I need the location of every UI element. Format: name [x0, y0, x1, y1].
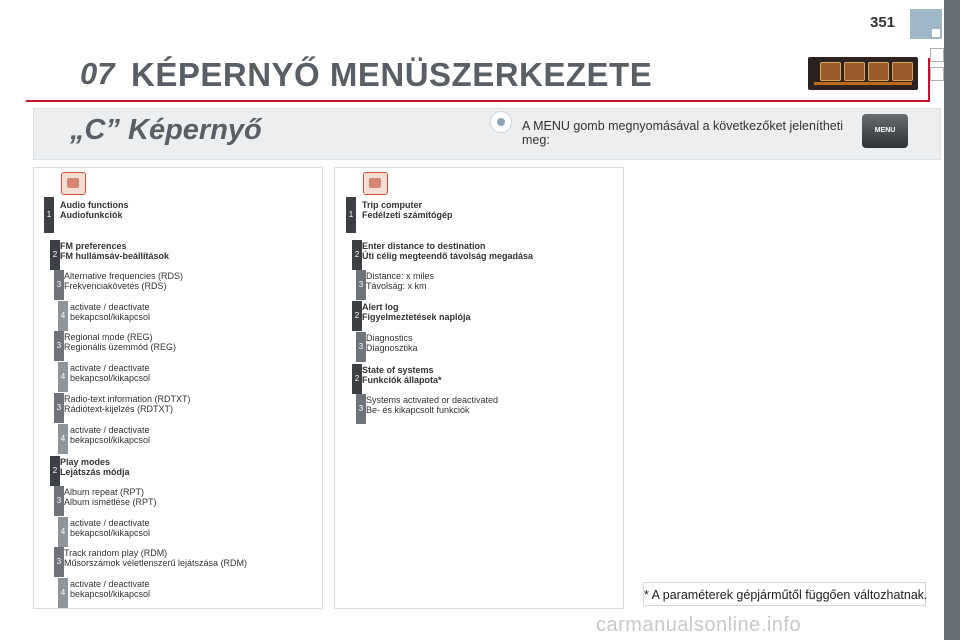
menu-entry-hu: bekapcsol/kikapcsol — [70, 435, 151, 445]
menu-entry — [70, 518, 150, 538]
level-badge: 3 — [356, 332, 366, 362]
menu-entry-hu: bekapcsol/kikapcsol — [70, 373, 151, 383]
menu-entry — [60, 200, 129, 220]
menu-entry — [64, 332, 176, 352]
level-badge: 3 — [356, 270, 366, 300]
menu-entry-hu: Figyelmeztetések naplója — [362, 312, 471, 322]
menu-entry-en: Track random play (RDM) — [64, 548, 168, 558]
level-badge: 4 — [58, 362, 68, 392]
menu-entry — [362, 200, 453, 220]
menu-entry-hu: Rádiótext-kijelzés (RDTXT) — [64, 404, 174, 414]
menu-entry-hu: Be- és kikapcsolt funkciók — [366, 405, 470, 415]
page-tab — [910, 9, 942, 39]
level-badge: 4 — [58, 517, 68, 547]
menu-entry-hu: Regionális üzemmód (REG) — [64, 342, 177, 352]
menu-entry — [70, 363, 150, 383]
header-rule — [26, 100, 930, 102]
level-badge: 1 — [346, 197, 356, 233]
level-badge: 4 — [58, 301, 68, 331]
section-title: „C” Képernyő — [70, 114, 262, 146]
level-badge: 4 — [58, 424, 68, 454]
level-badge: 1 — [44, 197, 54, 233]
menu-entry — [70, 302, 150, 322]
menu-entry — [366, 271, 434, 291]
menu-entry-hu: Lejátszás módja — [60, 467, 130, 477]
menu-entry — [366, 395, 498, 415]
audio-icon — [820, 62, 841, 81]
menu-entry-en: Diagnostics — [366, 333, 413, 343]
page-marker-box — [930, 48, 944, 62]
menu-entry-hu: bekapcsol/kikapcsol — [70, 528, 151, 538]
menu-entry — [64, 394, 191, 414]
level-badge: 3 — [54, 547, 64, 577]
document-icon — [844, 62, 865, 81]
level-badge: 2 — [352, 240, 362, 270]
menu-entry-hu: Diagnosztika — [366, 343, 418, 353]
menu-entry-hu: FM hullámsáv-beállítások — [60, 251, 170, 261]
menu-entry-en: Alternative frequencies (RDS) — [64, 271, 184, 281]
level-badge: 3 — [54, 331, 64, 361]
menu-entry-en: Systems activated or deactivated — [366, 395, 499, 405]
menu-entry-en: Regional mode (REG) — [64, 332, 153, 342]
menu-entry-hu: Audiofunkciók — [60, 210, 123, 220]
menu-entry — [64, 487, 157, 507]
left-menu-panel — [33, 167, 323, 609]
fuel-computer-icon — [363, 172, 388, 195]
intro-text: A MENU gomb megnyomásával a következőket jelenítheti meg: — [522, 119, 843, 147]
menu-entry — [362, 241, 533, 261]
menu-entry-en: Trip computer — [362, 200, 423, 210]
menu-entry — [362, 365, 442, 385]
menu-entry — [60, 241, 169, 261]
menu-entry-en: Play modes — [60, 457, 111, 467]
menu-entry — [70, 425, 150, 445]
menu-button-icon: MENU — [862, 114, 908, 148]
menu-entry — [366, 333, 418, 353]
menu-entry-en: Radio-text information (RDTXT) — [64, 394, 191, 404]
menu-entry — [60, 457, 130, 477]
footnote: * A paraméterek gépjárműtől függően változhatnak. — [643, 582, 926, 606]
fuel-computer-icon — [868, 62, 889, 81]
menu-entry-hu: bekapcsol/kikapcsol — [70, 589, 151, 599]
menu-entry-hu: Távolság: x km — [366, 281, 427, 291]
watermark: carmanualsonline.info — [596, 614, 802, 636]
menu-entry — [362, 302, 471, 322]
menu-entry-en: State of systems — [362, 365, 434, 375]
chapter-title: KÉPERNYŐ MENÜSZERKEZETE — [131, 56, 653, 93]
menu-entry-en: activate / deactivate — [70, 425, 150, 435]
menu-entry-en: Album repeat (RPT) — [64, 487, 145, 497]
menu-entry-en: activate / deactivate — [70, 518, 150, 528]
menu-entry — [64, 548, 247, 568]
audio-icon — [61, 172, 86, 195]
level-badge: 4 — [58, 578, 68, 608]
menu-entry-en: Alert log — [362, 302, 399, 312]
menu-entry-en: activate / deactivate — [70, 579, 150, 589]
menu-entry-en: activate / deactivate — [70, 363, 150, 373]
menu-entry — [70, 579, 150, 599]
info-icon — [490, 111, 512, 133]
menu-entry-hu: bekapcsol/kikapcsol — [70, 312, 151, 322]
level-badge: 3 — [54, 486, 64, 516]
level-badge: 2 — [50, 456, 60, 486]
menu-entry-hu: Frekvenciakövetés (RDS) — [64, 281, 167, 291]
page-marker-box — [930, 67, 944, 81]
menu-entry-hu: Funkciók állapota* — [362, 375, 442, 385]
chapter-number: 07 — [80, 56, 115, 91]
level-badge: 3 — [356, 394, 366, 424]
level-badge: 2 — [352, 301, 362, 331]
header-rule-hook — [928, 58, 930, 102]
menu-entry-en: Distance: x miles — [366, 271, 435, 281]
chapter-icons — [808, 57, 918, 90]
chapter-icons-strip — [814, 82, 912, 85]
menu-entry — [64, 271, 183, 291]
menu-entry-hu: Album ismétlése (RPT) — [64, 497, 157, 507]
phone-icon — [892, 62, 913, 81]
menu-entry-en: Enter distance to destination — [362, 241, 486, 251]
menu-entry-hu: Műsorszámok véletlenszerű lejátszása (RDM) — [64, 558, 248, 568]
side-bar — [944, 0, 960, 640]
page-number: 351 — [870, 14, 896, 31]
menu-entry-en: FM preferences — [60, 241, 127, 251]
right-menu-panel — [334, 167, 624, 609]
menu-entry-en: Audio functions — [60, 200, 129, 210]
level-badge: 2 — [50, 240, 60, 270]
menu-entry-en: activate / deactivate — [70, 302, 150, 312]
menu-entry-hu: Fedélzeti számítógép — [362, 210, 453, 220]
level-badge: 3 — [54, 270, 64, 300]
level-badge: 2 — [352, 364, 362, 394]
level-badge: 3 — [54, 393, 64, 423]
menu-entry-hu: Úti célig megteendő távolság megadása — [362, 251, 534, 261]
